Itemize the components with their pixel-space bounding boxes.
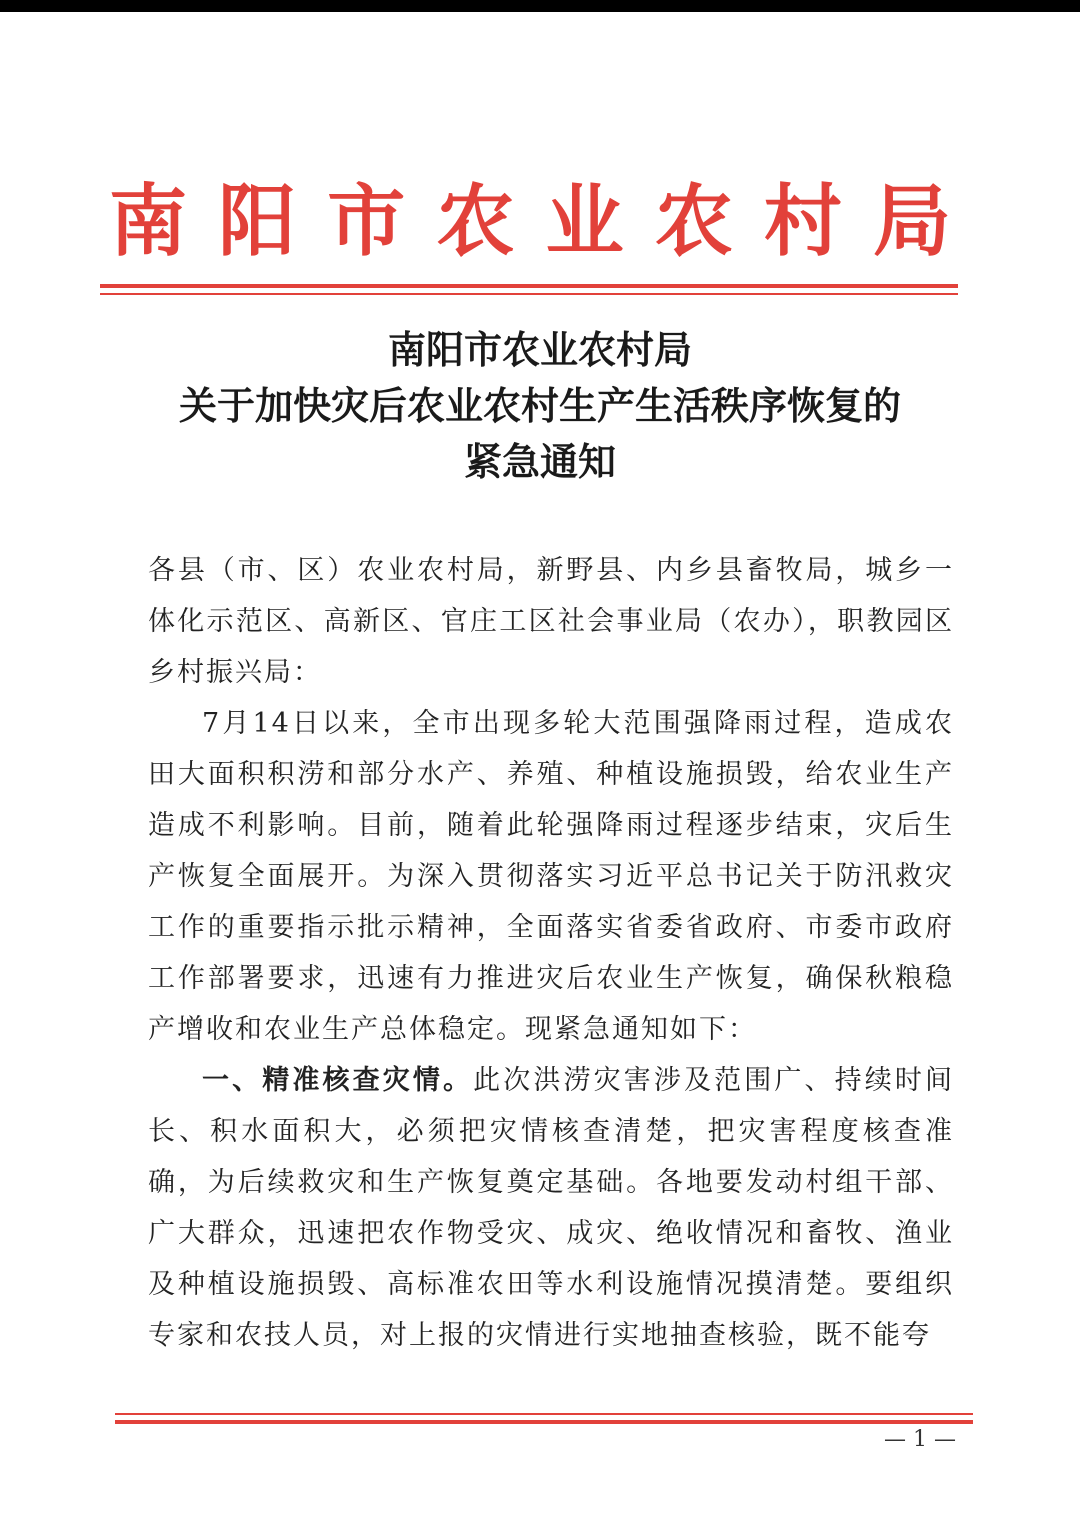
masthead-char: 农 [654,177,733,267]
header-thin-rule [100,293,958,295]
page-number: — 1 — [884,1427,956,1452]
masthead-char: 市 [327,177,406,267]
section-1-paragraph [148,1055,954,1361]
masthead-char: 阳 [218,177,297,267]
masthead-char: 村 [763,177,842,267]
top-status-bar [0,0,1080,12]
title-line-3: 紧急通知 [463,439,616,484]
masthead-char: 南 [108,177,187,267]
masthead-agency-name [100,172,960,272]
title-line-2: 关于加快灾后农业农村生产生活秩序恢复的 [178,383,901,428]
footer-thin-rule [115,1413,973,1415]
section-1-heading: 一、精准核查灾情。 [202,1065,474,1096]
document-title [100,322,980,490]
footer-thick-rule [115,1420,973,1424]
addressee-paragraph: 各县（市、区）农业农村局，新野县、内乡县畜牧局，城乡一体化示范区、高新区、官庄工区社会事业局（农办），职教园区乡村振兴局： [148,555,954,688]
document-body [148,545,954,1361]
title-line-1: 南阳市农业农村局 [387,327,692,372]
masthead-char: 业 [545,177,624,267]
section-1-text: 此次洪涝灾害涉及范围广、持续时间长、积水面积大，必须把灾情核查清楚，把灾害程度核查准确，为后续救灾和生产恢复奠定基础。各地要发动村组干部、广大群众，迅速把农作物受灾、成灾、绝收情况和畜牧、渔业及种植设施损毁、高标准农田等水利设施情况摸清楚。要组织专家和农技人员，对上报的灾情进行实地抽查核验，既不能夸 [148,1065,954,1351]
header-thick-rule [100,284,958,288]
intro-paragraph: 7月14日以来，全市出现多轮大范围强降雨过程，造成农田大面积积涝和部分水产、养殖、种植设施损毁，给农业生产造成不利影响。目前，随着此轮强降雨过程逐步结束，灾后生产恢复全面展开。为深入贯彻落实习近平总书记关于防汛救灾工作的重要指示批示精神，全面落实省委省政府、市委市政府工作部署要求，迅速有力推进灾后农业生产恢复，确保秋粮稳产增收和农业生产总体稳定。现紧急通知如下： [148,708,954,1045]
masthead-char: 局 [872,177,951,267]
masthead-char: 农 [436,177,515,267]
